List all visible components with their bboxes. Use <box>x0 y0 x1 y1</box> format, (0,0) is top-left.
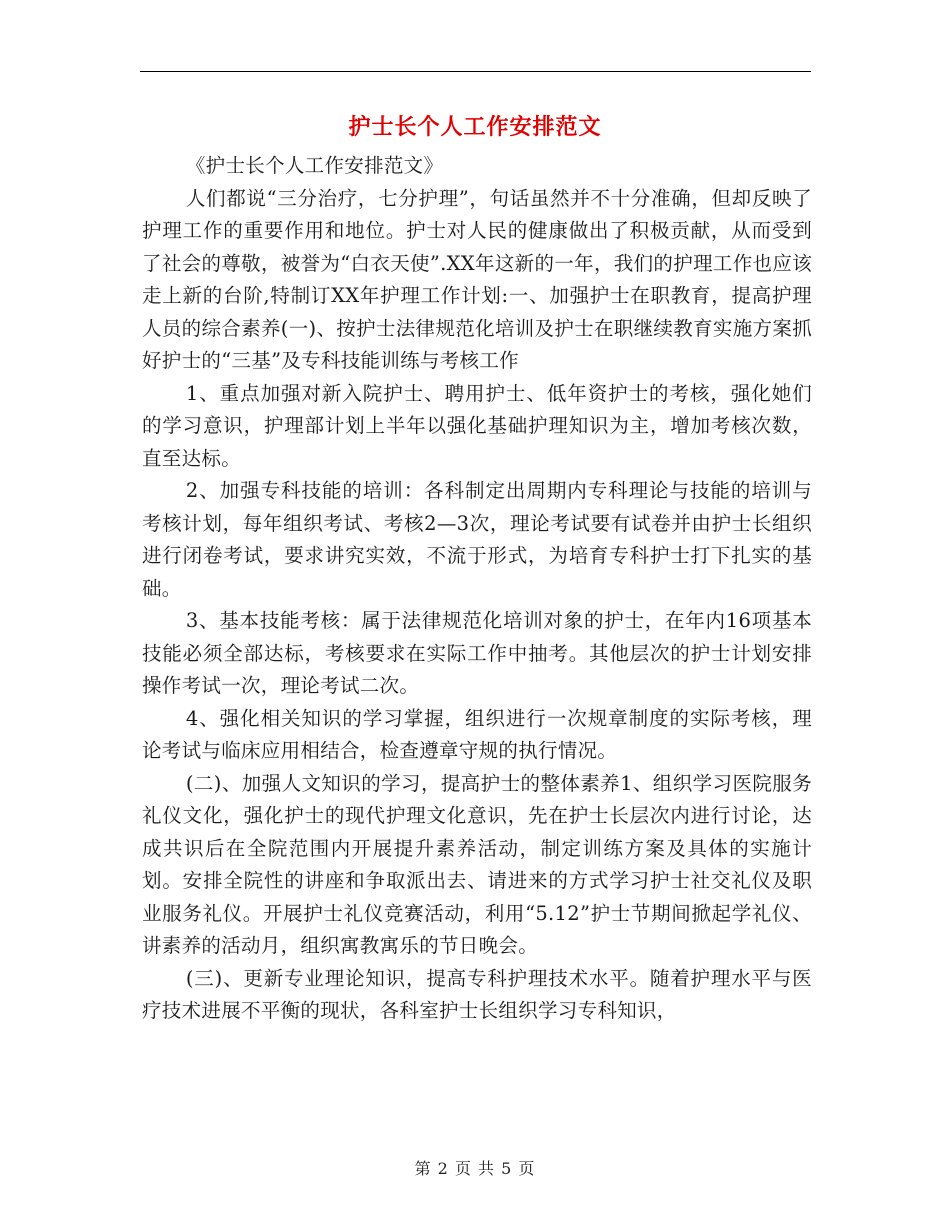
paragraph-section-2: (二)、加强人文知识的学习，提高护士的整体素养1、组织学习医院服务礼仪文化，强化护士的现代护理文化意识，先在护士长层次内进行讨论，达成共识后在全院范围内开展提升素养活动，制定训练方案及具体的实施计划。安排全院性的讲座和争取派出去、请进来的方式学习护士社交礼仪及职业服务礼仪。开展护士礼仪竞赛活动，利用“5.12”护士节期间掀起学礼仪、讲素养的活动月，组织寓教寓乐的节日晚会。 <box>142 771 812 957</box>
paragraph-item-3: 3、基本技能考核：属于法律规范化培训对象的护士，在年内16项基本技能必须全部达标，考核要求在实际工作中抽考。其他层次的护士计划安排操作考试一次，理论考试二次。 <box>142 609 812 697</box>
header-rule <box>140 71 811 72</box>
paragraph-section-3: (三)、更新专业理论知识，提高专科护理技术水平。随着护理水平与医疗技术进展不平衡的现状，各科室护士长组织学习专科知识， <box>142 966 812 1022</box>
paragraph-item-2: 2、加强专科技能的培训：各科制定出周期内专科理论与技能的培训与考核计划，每年组织考试、考核2—3次，理论考试要有试卷并由护士长组织进行闭卷考试，要求讲究实效，不流于形式，为培育专科护士打下扎实的基础。 <box>142 479 812 600</box>
paragraph-item-1: 1、重点加强对新入院护士、聘用护士、低年资护士的考核，强化她们的学习意识，护理部计划上半年以强化基础护理知识为主，增加考核次数，直至达标。 <box>142 381 812 470</box>
paragraph-item-4: 4、强化相关知识的学习掌握，组织进行一次规章制度的实际考核，理论考试与临床应用相结合，检查遵章守规的执行情况。 <box>142 706 812 762</box>
paragraph-intro: 人们都说“三分治疗，七分护理”，句话虽然并不十分准确，但却反映了护理工作的重要作用和地位。护士对人民的健康做出了积极贡献，从而受到了社会的尊敬，被誉为“白衣天使”.XX年这新的一年，我们的护理工作也应该走上新的台阶,特制订XX年护理工作计划:一、加强护士在职教育，提高护理人员的综合素养(一)、按护士法律规范化培训及护士在职继续教育实施方案抓好护士的“三基”及专科技能训练与考核工作 <box>142 186 812 372</box>
document-body <box>142 150 812 1028</box>
document-title: 护士长个人工作安排范文 <box>348 114 602 140</box>
page-number: 第 2 页 共 5 页 <box>414 1159 536 1178</box>
paragraph-subtitle: 《护士长个人工作安排范文》 <box>185 154 444 177</box>
